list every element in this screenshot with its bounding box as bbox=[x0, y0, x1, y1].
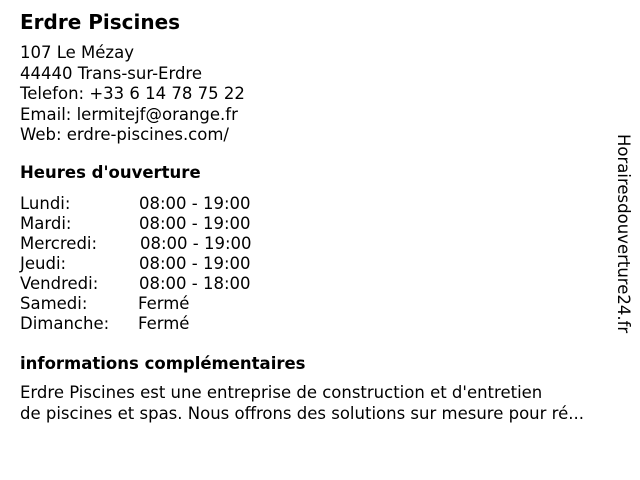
day-label: Samedi: bbox=[20, 294, 88, 313]
opening-hours-heading: Heures d'ouverture bbox=[20, 163, 201, 182]
time-value: 08:00 - 19:00 bbox=[139, 214, 251, 233]
time-value: 08:00 - 19:00 bbox=[139, 194, 251, 213]
time-value: Fermé bbox=[138, 294, 190, 313]
day-label: Mercredi: bbox=[20, 234, 98, 253]
phone-number: Telefon: +33 6 14 78 75 22 bbox=[20, 84, 245, 103]
day-label: Mardi: bbox=[20, 214, 72, 233]
day-label: Jeudi: bbox=[20, 254, 67, 273]
time-value: 08:00 - 19:00 bbox=[139, 254, 251, 273]
time-value: 08:00 - 19:00 bbox=[140, 234, 252, 253]
day-label: Dimanche: bbox=[20, 314, 110, 333]
time-value: Fermé bbox=[138, 314, 190, 333]
description-line: de piscines et spas. Nous offrons des solutions sur mesure pour ré... bbox=[20, 403, 584, 423]
contact-block bbox=[20, 43, 245, 146]
description-line: Erdre Piscines est une entreprise de construction et d'entretien bbox=[20, 383, 543, 402]
email-address: Email: lermitejf@orange.fr bbox=[20, 104, 238, 124]
site-brand-vertical: Horairesdouverture24.fr bbox=[614, 134, 633, 334]
business-description bbox=[20, 383, 584, 424]
additional-info-heading: informations complémentaires bbox=[20, 354, 306, 373]
website: Web: erdre-piscines.com/ bbox=[20, 125, 229, 144]
business-name: Erdre Piscines bbox=[20, 10, 181, 34]
day-label: Vendredi: bbox=[20, 274, 99, 293]
street-address: 107 Le Mézay bbox=[20, 43, 134, 62]
city-address: 44440 Trans-sur-Erdre bbox=[20, 63, 202, 83]
time-value: 08:00 - 18:00 bbox=[139, 274, 251, 293]
day-label: Lundi: bbox=[20, 194, 71, 213]
